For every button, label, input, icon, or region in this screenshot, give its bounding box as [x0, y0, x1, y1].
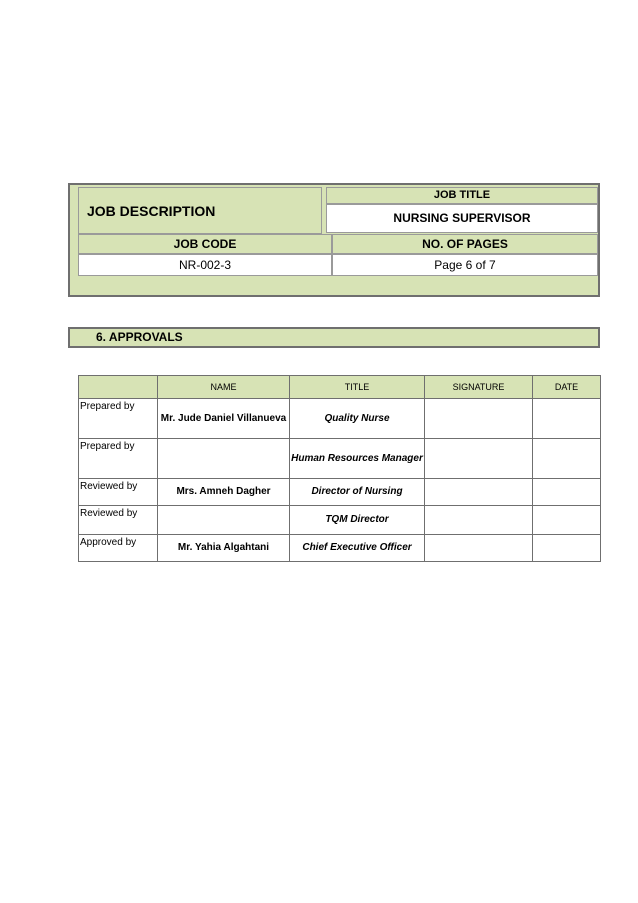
signature-cell — [425, 535, 533, 562]
table-row — [79, 439, 601, 479]
job-description-heading: JOB DESCRIPTION — [78, 187, 322, 234]
col-signature-header: SIGNATURE — [425, 376, 533, 399]
date-cell — [533, 479, 601, 506]
signature-cell — [425, 399, 533, 439]
job-code-label: JOB CODE — [78, 234, 332, 254]
role-cell: Prepared by — [79, 439, 158, 479]
name-cell — [158, 439, 290, 479]
table-row — [79, 506, 601, 535]
signature-cell — [425, 439, 533, 479]
title-cell: Quality Nurse — [290, 399, 425, 439]
pages-label: NO. OF PAGES — [332, 234, 598, 254]
job-header-box — [68, 183, 600, 297]
approvals-header-row — [79, 376, 601, 399]
date-cell — [533, 439, 601, 479]
table-row — [79, 535, 601, 562]
title-cell: TQM Director — [290, 506, 425, 535]
job-title-label: JOB TITLE — [326, 187, 598, 204]
col-date-header: DATE — [533, 376, 601, 399]
col-name-header: NAME — [158, 376, 290, 399]
name-cell: Mrs. Amneh Dagher — [158, 479, 290, 506]
role-cell: Reviewed by — [79, 506, 158, 535]
approvals-section-title: 6. APPROVALS — [68, 327, 600, 348]
name-cell: Mr. Yahia Algahtani — [158, 535, 290, 562]
date-cell — [533, 506, 601, 535]
job-title-value: NURSING SUPERVISOR — [326, 204, 598, 233]
col-title-header: TITLE — [290, 376, 425, 399]
title-cell: Director of Nursing — [290, 479, 425, 506]
title-cell: Human Resources Manager — [290, 439, 425, 479]
approvals-table — [78, 375, 601, 562]
role-cell: Reviewed by — [79, 479, 158, 506]
name-cell: Mr. Jude Daniel Villanueva — [158, 399, 290, 439]
pages-value: Page 6 of 7 — [332, 254, 598, 276]
role-cell: Approved by — [79, 535, 158, 562]
date-cell — [533, 535, 601, 562]
signature-cell — [425, 506, 533, 535]
name-cell — [158, 506, 290, 535]
date-cell — [533, 399, 601, 439]
title-cell: Chief Executive Officer — [290, 535, 425, 562]
header-blank-cell — [79, 376, 158, 399]
table-row — [79, 399, 601, 439]
job-code-value: NR-002-3 — [78, 254, 332, 276]
signature-cell — [425, 479, 533, 506]
table-row — [79, 479, 601, 506]
role-cell: Prepared by — [79, 399, 158, 439]
